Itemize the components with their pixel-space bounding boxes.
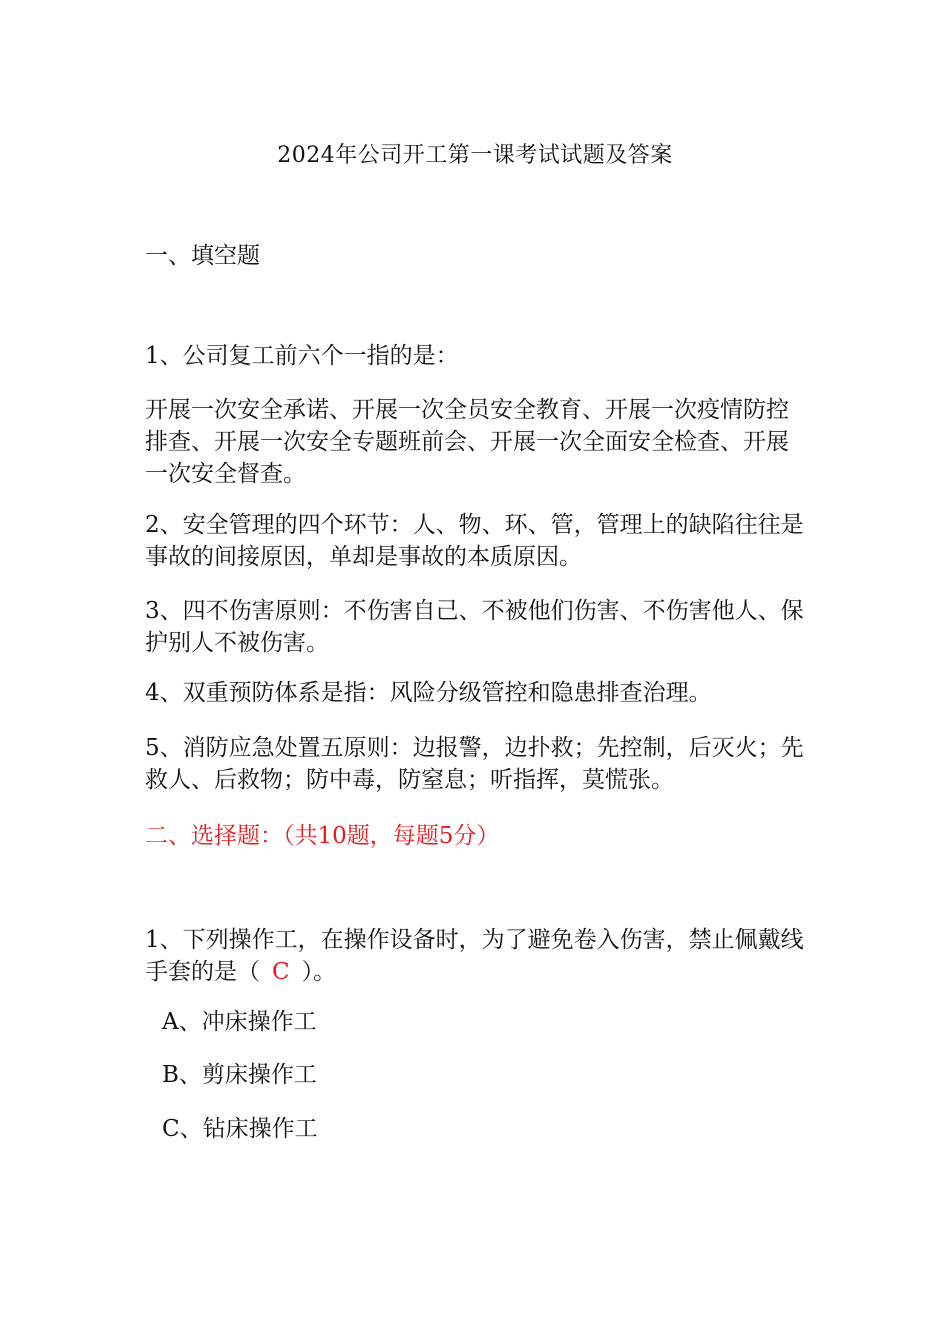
question-1-answer: 开展一次安全承诺、开展一次全员安全教育、开展一次疫情防控排查、开展一次安全专题班前会、开展一次全面安全检查、开展一次安全督查。 — [145, 397, 789, 487]
section-heading-multiple-choice: 二、选择题：（共10题，每题5分） — [145, 823, 500, 849]
choice-question-1-stem: 1、下列操作工，在操作设备时，为了避免卷入伤害，禁止佩戴线手套的是（ — [145, 927, 804, 985]
option-a: A、冲床操作工 — [162, 1009, 317, 1035]
option-b: B、剪床操作工 — [162, 1062, 317, 1088]
question-3: 3、四不伤害原则：不伤害自己、不被他们伤害、不伤害他人、保护别人不被伤害。 — [145, 598, 804, 656]
choice-question-1-answer: C — [272, 959, 290, 985]
option-c: C、钻床操作工 — [162, 1116, 318, 1142]
choice-question-1-stem-end: ）。 — [301, 959, 337, 985]
section-heading-fill-blank: 一、填空题 — [145, 243, 260, 269]
document-title: 2024年公司开工第一课考试试题及答案 — [277, 143, 673, 168]
question-5: 5、消防应急处置五原则：边报警，边扑救；先控制，后灭火；先救人、后救物；防中毒，防窒息；听指挥，莫慌张。 — [145, 735, 804, 793]
choice-question-1 — [145, 924, 810, 988]
question-4: 4、双重预防体系是指：风险分级管控和隐患排查治理。 — [145, 680, 712, 706]
question-1-prompt: 1、公司复工前六个一指的是： — [145, 343, 459, 369]
question-2: 2、安全管理的四个环节：人、物、环、管，管理上的缺陷往往是事故的间接原因，单却是事故的本质原因。 — [145, 512, 804, 570]
